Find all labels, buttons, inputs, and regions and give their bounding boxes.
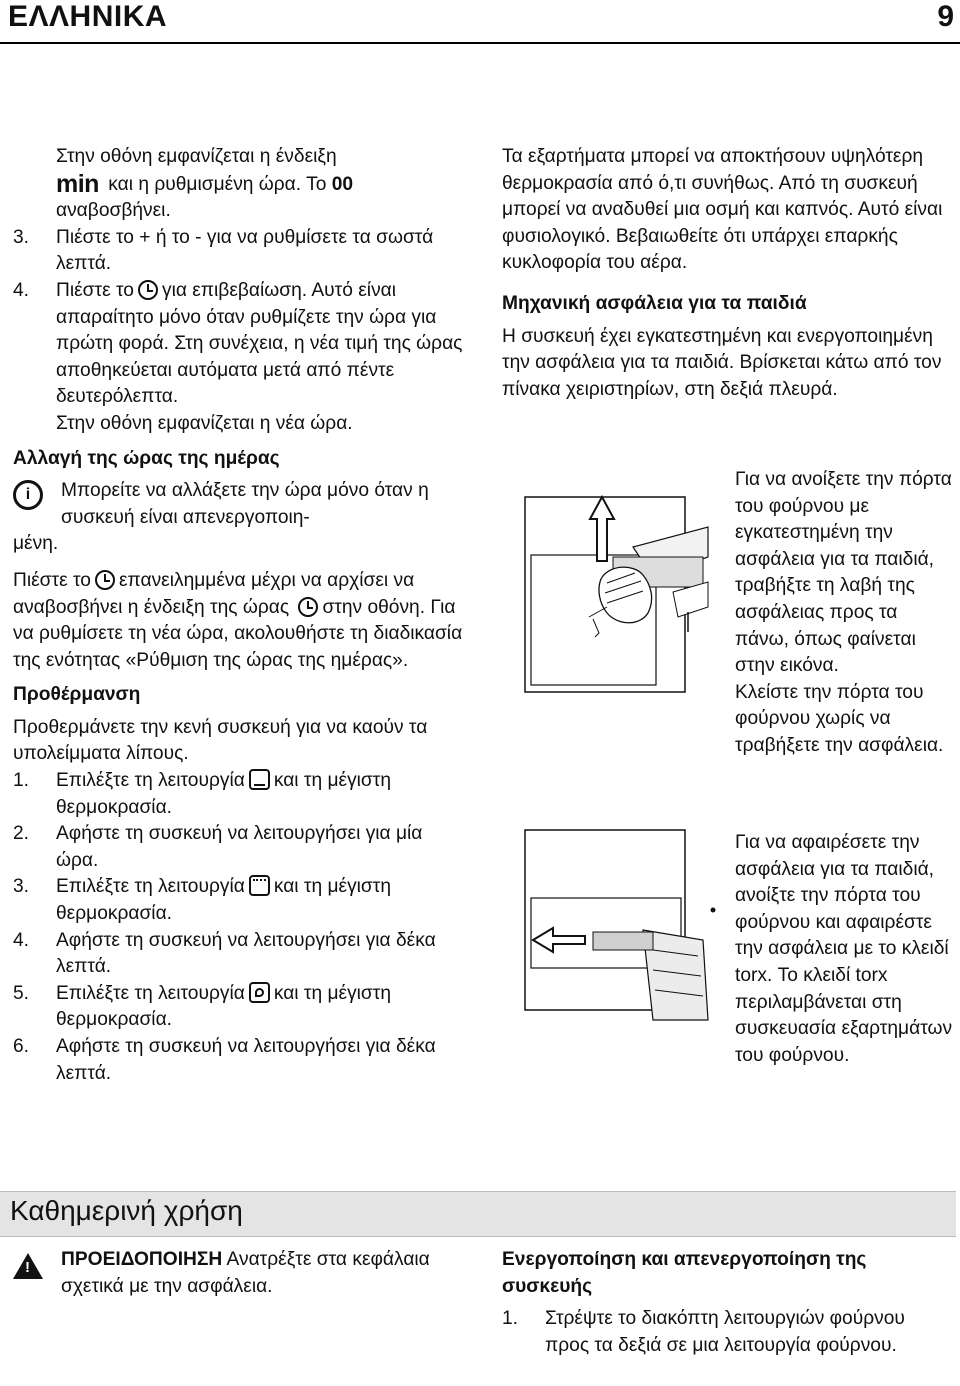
intro-line: Στην οθόνη εμφανίζεται η ένδειξη <box>56 146 337 167</box>
step-text: Αφήστε τη συσκευή να λειτουργήσει για μία ώρα. <box>56 823 423 871</box>
step-text: Αφήστε τη συσκευή να λειτουργήσει για δέκα λεπτά. <box>56 929 436 978</box>
left-column <box>13 144 463 1087</box>
step-text: Πιέστε το + ή το - για να ρυθμίσετε τα σωστά λεπτά. <box>56 226 434 275</box>
grill-icon <box>249 875 270 896</box>
fan-heat-icon <box>249 982 270 1003</box>
step-text: Στρέψτε το διακόπτη λειτουργιών φούρνου προς τα δεξιά σε μια λειτουργία φούρνου. <box>545 1308 905 1356</box>
step-text: Πιέστε το <box>56 279 134 301</box>
clock-icon <box>138 280 158 300</box>
clock-icon <box>298 597 318 617</box>
intro-code: 00 <box>331 173 354 195</box>
step-text-cont: και τη μέγιστη θερμοκρασία. <box>56 770 392 818</box>
child-lock-remove-illustration <box>503 820 723 1030</box>
min-display-glyph: min <box>56 169 99 198</box>
section-title: Καθημερινή χρήση <box>10 1195 243 1226</box>
step-number: 5. <box>13 982 30 1004</box>
warning-body: Ανατρέξτε στα κεφάλαια σχετικά με την ασφάλεια. <box>61 1249 430 1297</box>
preheat-step-5 <box>13 981 463 1034</box>
warning-note <box>13 1247 473 1300</box>
step-text: Επιλέξτε τη λειτουργία <box>56 876 245 898</box>
change-time-heading: Αλλαγή της ώρας της ημέρας <box>13 447 280 469</box>
preheat-intro: Προθερμάνετε την κενή συσκευή για να καούν τα υπολείμματα λίπους. <box>13 716 428 765</box>
child-lock-open-illustration <box>503 467 723 697</box>
preheat-step-4 <box>13 928 463 981</box>
step-number: 6. <box>13 1036 30 1057</box>
remove-lock-text: Για να αφαιρέσετε την ασφάλεια για τα παιδιά, ανοίξτε την πόρτα του φούρνου και αφαιρέστε την ασφάλεια με το κλειδί torx. Το κλειδί torx περιλαμβάνεται στη συσκευασία εξαρτημάτων του φούρνου. <box>735 832 953 1066</box>
step-number: 4. <box>13 279 30 301</box>
step-text-note: Στην οθόνη εμφανίζεται η νέα ώρα. <box>56 412 353 434</box>
warning-label: ΠΡΟΕΙΔΟΠΟΙΗΣΗ <box>61 1249 223 1270</box>
step-number: 3. <box>13 226 30 248</box>
step-3 <box>13 225 463 278</box>
intro-line-2 <box>13 171 463 199</box>
step-text: Επιλέξτε τη λειτουργία <box>56 982 245 1004</box>
step-text-cont: και τη μέγιστη θερμοκρασία. <box>56 876 392 925</box>
info-note <box>13 478 463 558</box>
info-text: Μπορείτε να αλλάξετε την ώρα μόνο όταν η συσκευή είναι απενεργοποιη- <box>61 480 429 528</box>
warning-icon <box>13 1253 43 1279</box>
step-4 <box>13 278 463 438</box>
change-text-b: επανειλημμένα μέχρι να αρχίσει να αναβοσβήνει η ένδειξη της ώρας <box>13 569 415 618</box>
preheat-heading: Προθέρμανση <box>13 684 141 706</box>
step-number: 2. <box>13 823 30 845</box>
intro-text: και η ρυθμισμένη ώρα. Το <box>108 173 327 195</box>
accessories-text: Τα εξαρτήματα μπορεί να αποκτήσουν υψηλότερη θερμοκρασία από ό,τι συνήθως. Από τη συσκευή μπορεί να αναδυθεί μια οσμή και καπνός. Αυτό είναι φυσιολογικό. Βεβαιωθείτε ότι υπάρχει επαρκής κυκλοφορία του αέρα. <box>502 146 943 274</box>
right-column <box>502 144 954 403</box>
info-icon: i <box>13 480 43 510</box>
bottom-heat-icon <box>249 769 270 790</box>
change-text-a: Πιέστε το <box>13 569 91 591</box>
step-text: Αφήστε τη συσκευή να λειτουργήσει για δέκα λεπτά. <box>56 1036 436 1084</box>
child-lock-text: Η συσκευή έχει εγκατεστημένη και ενεργοποιημένη την ασφάλεια για τα παιδιά. Βρίσκεται κάτω από τον πίνακα χειριστηρίων, στη δεξιά πλευρά. <box>502 325 942 400</box>
language-label: ΕΛΛΗΝΙΚΑ <box>8 0 168 33</box>
child-lock-remove-instructions <box>735 830 955 1069</box>
step-number: 4. <box>13 929 30 951</box>
change-text-c: στην οθόνη. Για να ρυθμίσετε τη νέα ώρα, ακολουθήστε τη διαδικασία της ενότητας «Ρύθμιση της ώρας της ημέρας». <box>13 596 463 671</box>
activation-step-1 <box>502 1306 954 1359</box>
open-door-text: Για να ανοίξετε την πόρτα του φούρνου με εγκατεστημένη την ασφάλεια για τα παιδιά, τραβήξτε τη λαβή της ασφάλειας προς τα πάνω, όπως φαίνεται στην εικόνα. <box>735 469 952 677</box>
section-title-bar <box>0 1191 956 1237</box>
clock-icon <box>95 570 115 590</box>
activation-heading: Ενεργοποίηση και απενεργοποίηση της συσκευής <box>502 1249 867 1297</box>
warning-text <box>13 1247 473 1300</box>
child-lock-heading: Μηχανική ασφάλεια για τα παιδιά <box>502 292 807 314</box>
intro-line-3: αναβοσβήνει. <box>56 200 171 222</box>
close-door-text: Κλείστε την πόρτα του φούρνου χωρίς να τραβήξετε την ασφάλεια. <box>735 681 944 756</box>
page-number: 9 <box>937 0 954 33</box>
step-text-cont: και τη μέγιστη θερμοκρασία. <box>56 982 392 1031</box>
step-number: 1. <box>502 1308 519 1330</box>
change-time-text <box>13 568 463 674</box>
activation-section <box>502 1247 954 1359</box>
preheat-step-6 <box>13 1034 463 1087</box>
step-number: 1. <box>13 770 30 792</box>
info-text-rest: μένη. <box>13 533 59 555</box>
preheat-step-3 <box>13 874 463 927</box>
step-text-cont: για επιβεβαίωση. Αυτό είναι απαραίτητο μόνο όταν ρυθμίζετε την ώρα για πρώτη φορά. Στη συνέχεια, η νέα τιμή της ώρας αποθηκεύεται αυτόματα μετά από πέντε δευτερόλεπτα. <box>56 279 463 408</box>
step-text: Επιλέξτε τη λειτουργία <box>56 770 245 792</box>
page-header <box>0 0 960 44</box>
child-lock-open-instructions <box>735 467 955 760</box>
step-number: 3. <box>13 876 30 898</box>
preheat-step-2 <box>13 821 463 874</box>
preheat-step-1 <box>13 768 463 821</box>
